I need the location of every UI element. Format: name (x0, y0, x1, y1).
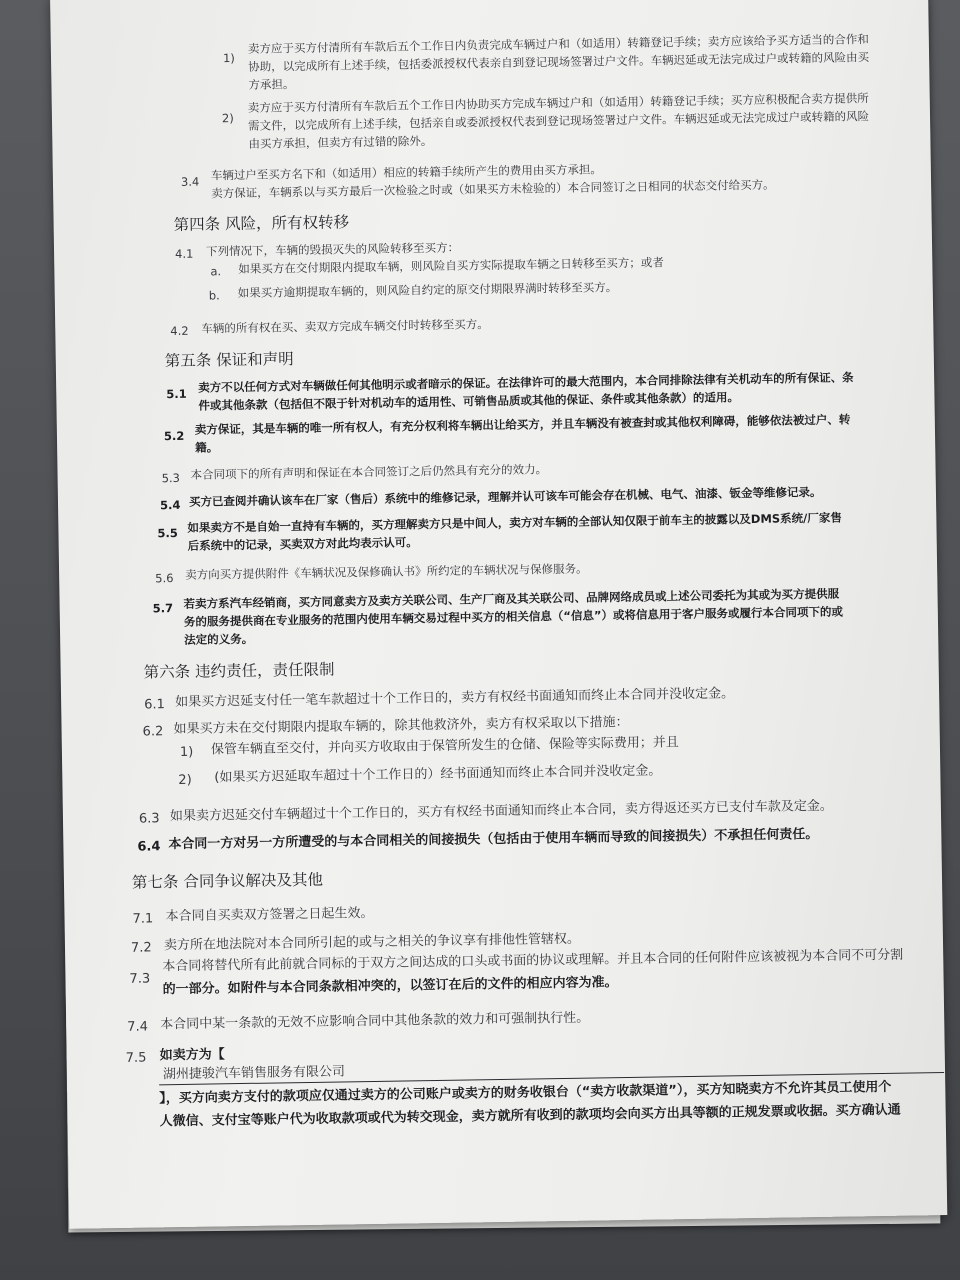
clause-text: 本合同将替代所有此前就合同标的于双方之间达成的口头或书面的协议或理解。并且本合同的任何附件应该被视为本合同不可分割 (162, 947, 904, 975)
clause-number: 4.2 (170, 323, 189, 339)
item-number: 2) (221, 111, 234, 126)
item-letter: b. (208, 288, 220, 303)
clause-text: 后系统中的记录，买卖双方对此均表示认可。 (187, 535, 418, 553)
clause-text: 协助，以完成所有上述手续，包括委派授权代表亲自到登记现场签署过户文件。车辆迟延或无法完成过户或转籍的风险由买 (248, 50, 870, 74)
clause-text: 买方已查阅并确认该车在厂家（售后）系统中的维修记录，理解并认可该车可能会存在机械、电气、油漆、钣金等维修记录。 (188, 484, 822, 509)
section-heading: 第七条 合同争议解决及其他 (131, 870, 324, 892)
clause-text: 下列情况下，车辆的毁损灭失的风险转移至买方： (205, 240, 460, 259)
clause-number: 7.1 (132, 911, 154, 927)
clause-number: 7.3 (129, 971, 151, 987)
clause-text: 籍。 (195, 440, 219, 455)
clause-text: 如果卖方不是自始一直持有车辆的，买方理解卖方只是中间人，卖方对车辆的全部认知仅限于前车主的披露以及DMS系统/厂家售 (187, 510, 842, 535)
contract-page (50, 0, 947, 1229)
clause-text: 如果买方在交付期限内提取车辆，则风险自买方实际提取车辆之日转移至买方；或者 (238, 255, 664, 276)
clause-text: 】，买方向卖方支付的款项应仅通过卖方的公司账户或卖方的财务收银台（“卖方收款渠道”），买方知晓卖方不允许其员工使用个 (159, 1079, 892, 1107)
section-heading: 第六条 违约责任，责任限制 (143, 660, 335, 682)
clause-number: 5.5 (157, 525, 178, 541)
clause-number: 6.3 (138, 811, 160, 827)
clause-text: 卖方应于买方付清所有车款后五个工作日内负责完成车辆过户和（如适用）转籍登记手续；卖方应该给予买方适当的合作和 (247, 32, 869, 56)
clause-text: 人微信、支付宝等账户代为收取款项或代为转交现金，卖方就所有收到的款项均会向买方出具等额的正规发票或收据。买方确认通 (159, 1102, 901, 1130)
clause-text: 的一部分。如附件与本合同条款相冲突的，以签订在后的文件的相应内容为准。 (162, 975, 618, 998)
clause-number: 5.6 (155, 571, 174, 586)
clause-text: 如果买方逾期提取车辆的，则风险自约定的原交付期限界满时转移至买方。 (237, 280, 618, 300)
clause-number: 6.2 (142, 724, 164, 740)
company-name-field: 湖州捷骏汽车销售服务有限公司 (162, 1064, 346, 1083)
clause-number: 4.1 (174, 246, 194, 261)
item-number: 1) (222, 51, 235, 66)
item-letter: a. (210, 264, 222, 279)
clause-text: 需文件，以完成所有上述手续，包括亲自或委派授权代表到登记现场签署过户文件。车辆迟延或无法完成过户或转籍的风险 (247, 109, 870, 133)
clause-text: 保管车辆直至交付，并向买方收取由于保管所发生的仓储、保险等实际费用；并且 (210, 735, 679, 758)
clause-number: 5.4 (159, 497, 181, 513)
section-heading: 第四条 风险，所有权转移 (173, 213, 350, 234)
clause-text: 本合同一方对另一方所遭受的与本合同相关的间接损失（包括由于使用车辆而导致的间接损失）不承担任何责任。 (168, 826, 819, 853)
clause-text: 如果买方迟延支付任一笔车款超过十个工作日的，卖方有权经书面通知而终止本合同并没收定金。 (175, 686, 735, 711)
clause-text: 若卖方系汽车经销商，买方同意卖方及卖方关联公司、生产厂商及其关联公司、品牌网络成员或上述公司委托为其或为买方提供服 (183, 586, 840, 611)
clause-text: 本合同中某一条款的无效不应影响合同中其他条款的效力和可强制执行性。 (160, 1010, 590, 1033)
clause-text: 如卖方为【 (159, 1047, 225, 1064)
clause-text: (如果买方迟延取车超过十个工作日的）经书面通知而终止本合同并没收定金。 (214, 763, 662, 786)
clause-text: 件或其他条款（包括但不限于针对机动车的适用性、可销售品质或其他的保证、条件或其他条款）的适用。 (198, 390, 740, 413)
clause-text: 如果卖方迟延交付车辆超过十个工作日的，买方有权经书面通知而终止本合同，卖方得返还买方已支付车款及定金。 (169, 798, 833, 825)
clause-number: 7.5 (125, 1050, 147, 1066)
clause-text: 卖方保证，车辆系以与买方最后一次检验之时或（如果买方未检验的）本合同签订之日相同的状态交付给买方。 (211, 177, 775, 201)
clause-number: 6.1 (144, 697, 165, 713)
clause-text: 车辆过户至买方名下和（如适用）相应的转籍手续所产生的费用由买方承担。 (210, 162, 602, 183)
section-heading: 第五条 保证和声明 (164, 350, 294, 371)
clause-number: 5.7 (152, 601, 174, 616)
clause-text: 如果买方未在交付期限内提取车辆的，除其他救济外，卖方有权采取以下措施： (173, 714, 629, 738)
item-number: 1) (179, 744, 194, 760)
clause-number: 5.1 (166, 386, 187, 402)
page-content (50, 0, 947, 1229)
clause-text: 卖方保证，其是车辆的唯一所有权人，有充分权利将车辆出让给买方，并且车辆没有被查封或其他权利障碍，能够依法被过户、转 (194, 412, 851, 437)
clause-text: 务的服务提供商在专业服务的范围内使用车辆交易过程中买方的相关信息（“信息”）或将信息用于客户服务或履行本合同项下的或 (183, 604, 844, 629)
clause-text: 由买方承担，但卖方有过错的除外。 (248, 133, 433, 151)
clause-text: 卖方应于买方付清所有车款后五个工作日内协助买方完成车辆过户和（如适用）转籍登记手续；买方应积极配合卖方提供所 (247, 91, 869, 115)
clause-text: 本合同自买卖双方签署之日起生效。 (165, 905, 374, 925)
clause-number: 5.3 (161, 470, 181, 486)
clause-text: 卖方所在地法院对本合同所引起的或与之相关的争议享有排他性管辖权。 (163, 931, 581, 954)
clause-text: 车辆的所有权在买、卖双方完成车辆交付时转移至买方。 (201, 317, 489, 336)
clause-number: 5.2 (163, 428, 185, 444)
clause-number: 7.2 (130, 940, 152, 956)
clause-number: 7.4 (127, 1019, 149, 1035)
clause-text: 卖方向买方提供附件《车辆状况及保修确认书》所约定的车辆状况与保修服务。 (185, 561, 588, 582)
clause-number: 3.4 (180, 174, 200, 189)
clause-number: 6.4 (137, 839, 161, 855)
clause-text: 法定的义务。 (184, 631, 254, 647)
clause-text: 卖方不以任何方式对车辆做任何其他明示或者暗示的保证。在法律许可的最大范围内，本合同排除法律有关机动车的所有保证、条 (198, 370, 854, 395)
clause-text: 方承担。 (248, 77, 295, 92)
item-number: 2) (178, 772, 192, 788)
clause-text: 本合同项下的所有声明和保证在本合同签订之后仍然具有充分的效力。 (190, 462, 548, 482)
